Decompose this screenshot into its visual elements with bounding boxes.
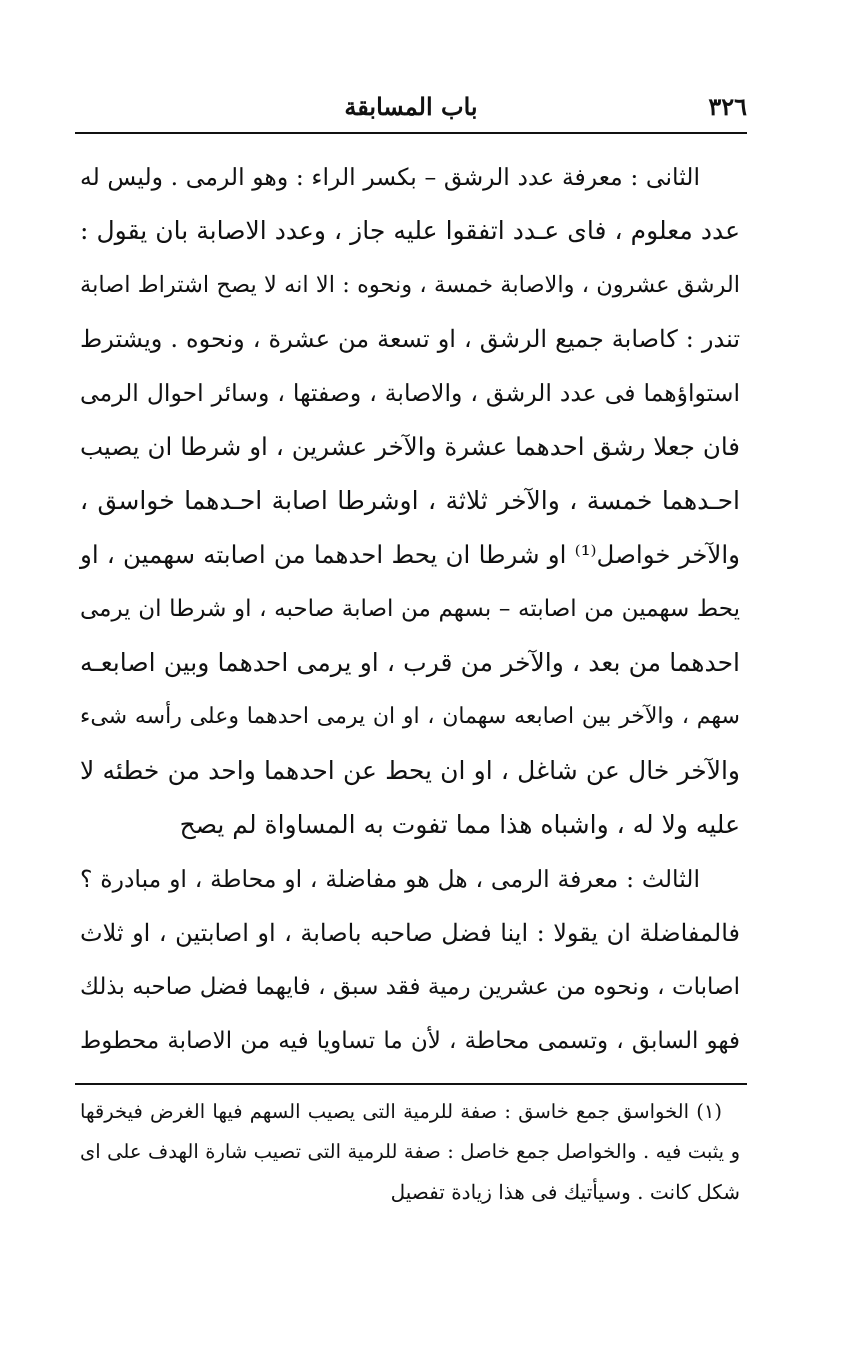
body-line-5: استواؤهما فى عدد الرشق ، والاصابة ، وصفتها ، وسائر احوال الرمى [80,379,740,407]
body-line-9: يحط سهمين من اصابته – بسهم من اصابة صاحبه ، او شرطا ان يرمى [80,596,740,622]
body-line-3: الرشق عشرون ، والاصابة خمسة ، ونحوه : الا انه لا يصح اشتراط اصابة [80,272,740,298]
page-number: ٣٢٦ [708,92,747,121]
footnote-line-1: (١) الخواسق جمع خاسق : صفة للرمية التى يصيب السهم فيها الغرض فيخرقها [80,1100,722,1123]
body-line-2: عدد معلوم ، فاى عـدد اتفقوا عليه جاز ، وعدد الاصابة بان يقول : [80,216,740,245]
body-line-11: سهم ، والآخر بين اصابعه سهمان ، او ان يرمى احدهما وعلى رأسه شىء [80,704,740,729]
body-line-16: اصابات ، ونحوه من عشرين رمية فقد سبق ، فايهما فضل صاحبه بذلك [80,974,740,1000]
footnote-line-3: شكل كانت . وسيأتيك فى هذا زيادة تفصيل [390,1180,740,1204]
page-header [75,84,747,130]
body-line-13: عليه ولا له ، واشباه هذا مما تفوت به المساواة لم يصح [179,810,740,839]
body-line-7: احـدهما خمسة ، والآخر ثلاثة ، اوشرطا اصابة احـدهما خواسق ، [80,486,740,515]
body-line-1: الثانى : معرفة عدد الرشق – بكسر الراء : وهو الرمى . وليس له [80,163,700,191]
body-text [80,150,740,1068]
footnote-rule [75,1083,747,1085]
body-line-4: تندر : كاصابة جميع الرشق ، او تسعة من عشرة ، ونحوه . ويشترط [80,325,740,353]
body-line-8: والآخر خواصل⁽¹⁾ او شرطا ان يحط احدهما من اصابته سهمين ، او [80,540,740,569]
body-line-14: الثالث : معرفة الرمى ، هل هو مفاضلة ، او محاطة ، او مبادرة ؟ [80,865,700,893]
body-line-12: والآخر خال عن شاغل ، او ان يحط عن احدهما واحد من خطئه لا [80,756,740,785]
running-title: باب المسابقة [344,92,478,121]
body-line-17: فهو السابق ، وتسمى محاطة ، لأن ما تساويا فيه من الاصابة محطوط [80,1028,740,1054]
body-line-15: فالمفاضلة ان يقولا : اينا فضل صاحبه باصابة ، او اصابتين ، او ثلاث [80,919,740,947]
body-line-6: فان جعلا رشق احدهما عشرة والآخر عشرين ، او شرطا ان يصيب [80,432,740,461]
footnotes [80,1092,740,1212]
header-rule [75,132,747,134]
body-line-10: احدهما من بعد ، والآخر من قرب ، او يرمى احدهما وبين اصابعـه [80,648,740,677]
footnote-line-2: و يثبت فيه . والخواصل جمع خاصل : صفة للرمية التى تصيب شارة الهدف على اى [80,1140,740,1163]
